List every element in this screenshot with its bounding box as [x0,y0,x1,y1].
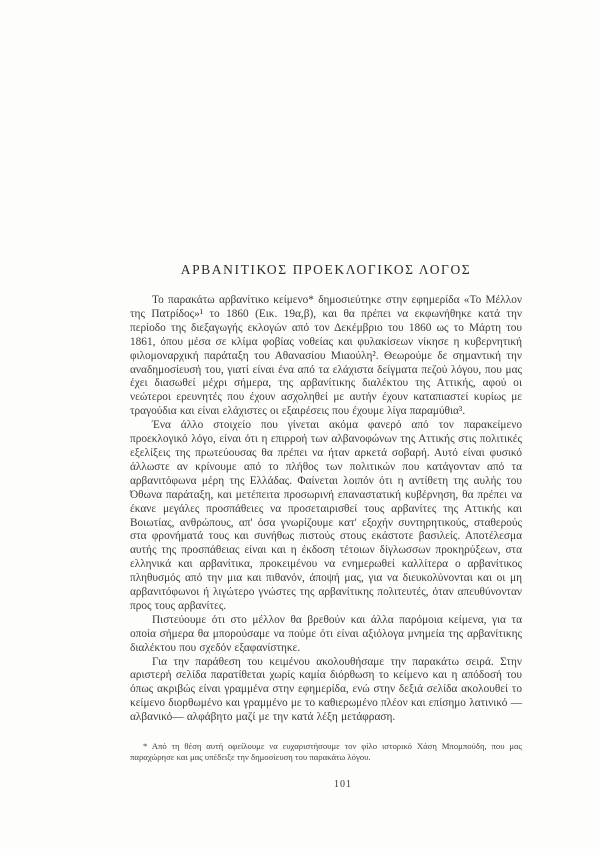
footnote: * Από τη θέση αυτή οφείλουμε να ευχαριστήσουμε τον φίλο ιστορικό Χάση Μπομπούδη, που μας παραχώρησε και μας υπέδειξε την δημοσίευση του παρακάτω λόγου. [130,741,522,762]
page-number: 101 [334,779,352,790]
page-title: ΑΡΒΑΝΙΤΙΚΟΣ ΠΡΟΕΚΛΟΓΙΚΟΣ ΛΟΓΟΣ [180,262,472,277]
paragraph-political-context: Ένα άλλο στοιχείο που γίνεται ακόμα φανερό από τον παρακείμενο προεκλογικό λόγο, είναι ότι η επιρροή των αλβανοφώνων της Αττικής στις πολιτικές εξελίξεις της πρωτεύουσας θα πρέπει να ήταν αρκετά σοβαρή. Αυτό είναι φυσικό άλλωστε αν κρίνουμε από το πλήθος των πολιτικών που κατάγονταν από τα αρβανιτόφωνα μέρη της Ελλάδας. Φαίνεται λοιπόν ότι η αντίθετη της αυλής του Όθωνα παράταξη, και μετέπειτα προσωρινή επαναστατική κυβέρνηση, θα πρέπει να έκανε μεγάλες προσπάθειες να προσεταιρισθεί τους αρβανίτες της Αττικής και Βοιωτίας, ανθρώπους, απ' όσα γνωρίζουμε κατ' εξοχήν συντηρητικούς, σταθερούς στα φρονήματά τους και συνήθως πιστούς στους εκάστοτε βασιλείς. Αποτέλεσμα αυτής της προσπάθειας είναι και η έκδοση τέτοιων δίγλωσσων προκηρύξεων, στα ελληνικά και αρβανίτικα, προκειμένου να ενημερωθεί καλλίτερα ο αρβανίτικος πληθυσμός από την μια και πιθανόν, άποψή μας, για να διευκολύνονται και οι μη αρβανιτόφωνοι ή λιγώτερο γνώστες της αρβανίτικης πολιτευτές, όταν απευθύνονταν προς τους αρβανίτες. [130,419,522,612]
paragraph-intro: Το παρακάτω αρβανίτικο κείμενο* δημοσιεύτηκε στην εφημερίδα «Το Μέλλον της Πατρίδος»¹ το 1860 (Εικ. 19α,β), και θα πρέπει να εκφωνήθηκε κατά την περίοδο της διεξαγωγής εκλογών από τον Δεκέμβριο του 1860 ως το Μάρτη του 1861, όπου μέσα σε κλίμα φοβίας νοθείας και φυλακίσεων νίκησε η κυβερνητική φιλομοναρχική παράταξη του Αθανασίου Μιαούλη². Θεωρούμε δε σημαντική την αναδημοσίευσή του, γιατί είναι ένα από τα ελάχιστα δείγματα πεζού λόγου, που μας έχει διασωθεί μέχρι σήμερα, της αρβανίτικης διαλέκτου της Αττικής, αφού οι νεώτεροι ερευνητές που έχουν ασχοληθεί με αυτήν έχουν καταπιαστεί κυρίως με τραγούδια και είναι ελάχιστες οι εξαιρέσεις που έχουμε λίγα παραμύθια³. [130,294,522,418]
text-block [130,262,522,762]
paragraph-layout-explanation: Για την παράθεση του κειμένου ακολουθήσαμε την παρακάτω σειρά. Στην αριστερή σελίδα παρατίθεται χωρίς καμία διόρθωση το κείμενο και η απόδοσή του όπως ακριβώς είναι γραμμένα στην εφημερίδα, ενώ στην δεξιά σελίδα ακολουθεί το κείμενο διορθωμένο και γραμμένο με το καθιερωμένο πλέον και επίσημο λατινικό —αλβανικό— αλφάβητο μαζί με την κατά λέξη μετάφραση. [130,655,522,724]
paragraph-future-texts: Πιστεύουμε ότι στο μέλλον θα βρεθούν και άλλα παρόμοια κείμενα, για τα οποία σήμερα θα μπορούσαμε να πούμε ότι είναι αξιόλογα μνημεία της αρβανίτικης διαλέκτου που σχεδόν εξαφανίστηκε. [130,613,522,654]
